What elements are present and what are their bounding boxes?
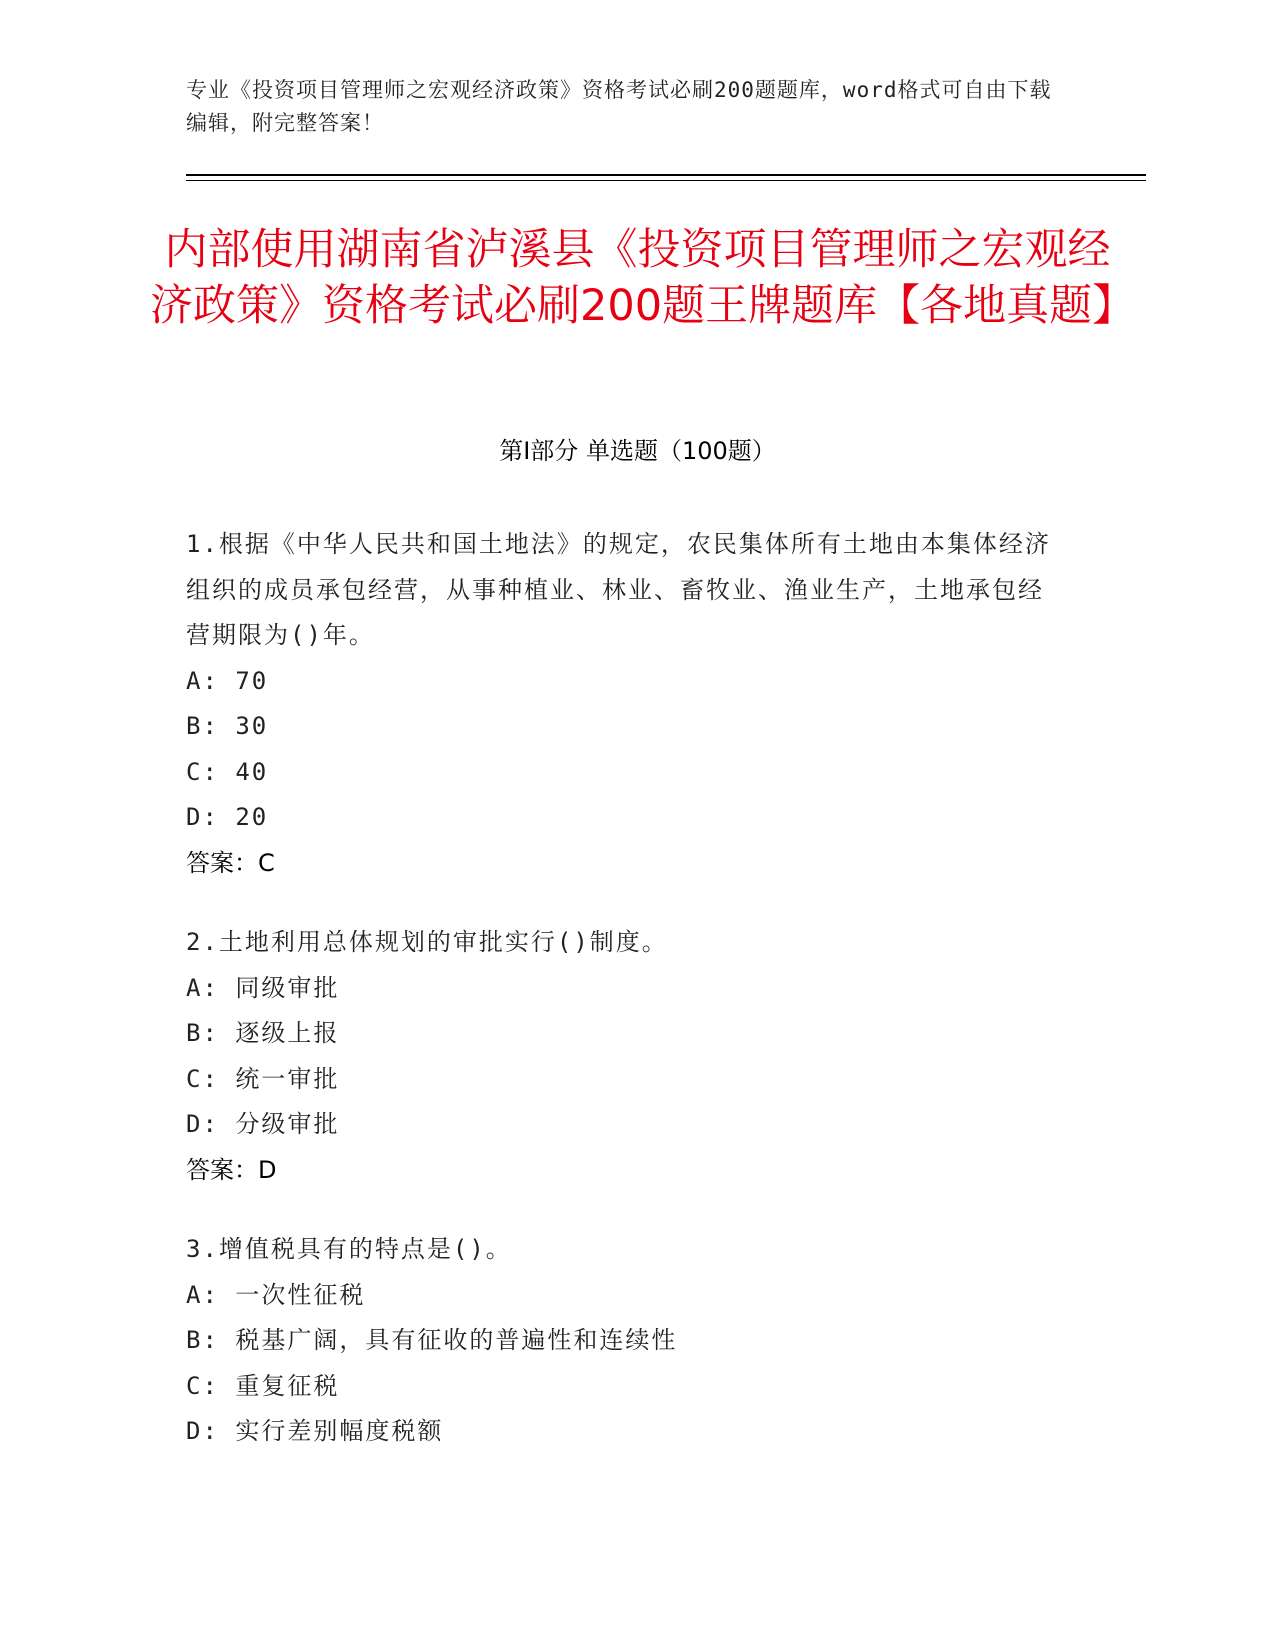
question-list: [186, 522, 1066, 1489]
option-c: C: 40: [186, 757, 269, 786]
answer: 答案：C: [186, 848, 275, 877]
option-d: D: 分级审批: [186, 1110, 340, 1138]
header-note: 专业《投资项目管理师之宏观经济政策》资格考试必刷200题题库，word格式可自由下载编辑，附完整答案！: [186, 78, 1052, 135]
question-stem: 1.根据《中华人民共和国土地法》的规定，农民集体所有土地由本集体经济组织的成员承包经营，从事种植业、林业、畜牧业、渔业生产，土地承包经营期限为()年。: [186, 530, 1051, 649]
option-b: B: 税基广阔，具有征收的普遍性和连续性: [186, 1326, 678, 1354]
option-a: A: 70: [186, 666, 269, 695]
section-heading: 第Ⅰ部分 单选题（100题）: [499, 437, 776, 465]
answer: 答案：D: [186, 1155, 277, 1184]
question-stem: 2.土地利用总体规划的审批实行()制度。: [186, 928, 668, 956]
question-1: [186, 522, 1066, 886]
option-d: D: 实行差别幅度税额: [186, 1417, 444, 1445]
question-2: [186, 920, 1066, 1193]
header-divider-thin: [186, 180, 1146, 181]
option-d: D: 20: [186, 803, 269, 831]
header-divider: [186, 174, 1146, 176]
option-c: C: 统一审批: [186, 1064, 340, 1093]
option-c: C: 重复征税: [186, 1371, 340, 1400]
option-a: A: 同级审批: [186, 973, 340, 1002]
option-b: B: 30: [186, 712, 269, 740]
option-a: A: 一次性征税: [186, 1280, 366, 1309]
option-b: B: 逐级上报: [186, 1019, 340, 1047]
question-stem: 3.增值税具有的特点是()。: [186, 1235, 512, 1263]
document-title: 内部使用湖南省泸溪县《投资项目管理师之宏观经济政策》资格考试必刷200题王牌题库【各地真题】: [150, 225, 1136, 331]
question-3: [186, 1227, 1066, 1455]
